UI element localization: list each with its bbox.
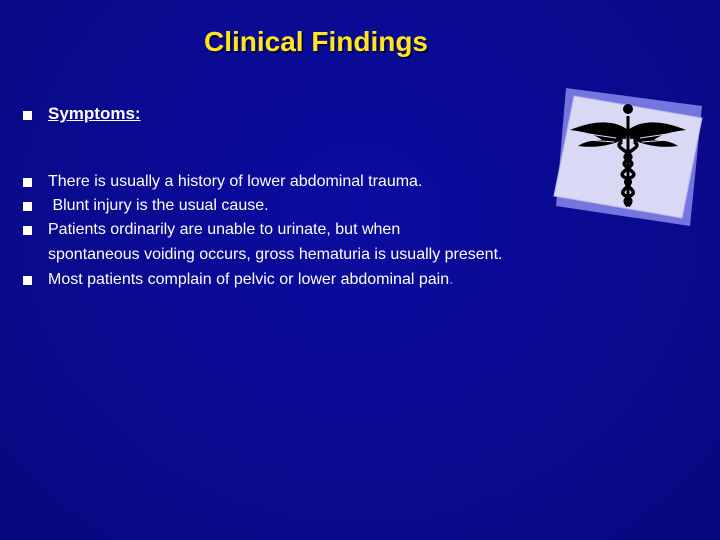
bullet-text: Patients ordinarily are unable to urinate, but when [48,221,401,238]
bullet-item [48,271,454,289]
bullet-period: . [449,271,454,288]
bullet-marker [23,276,32,285]
bullet-text-continued: spontaneous voiding occurs, gross hematuria is usually present. [48,246,503,263]
bullet-text: There is usually a history of lower abdominal trauma. [48,173,423,190]
symptoms-heading: Symptoms: [48,104,141,123]
bullet-marker [23,202,32,211]
slide-title: Clinical Findings [203,26,428,57]
bullet-marker [23,111,32,120]
bullet-text: Blunt injury is the usual cause. [48,197,269,214]
bullet-marker [23,226,32,235]
caduceus-icon [552,78,712,228]
bullet-text: Most patients complain of pelvic or lower abdominal pain [48,271,450,288]
bullet-marker [23,178,32,187]
